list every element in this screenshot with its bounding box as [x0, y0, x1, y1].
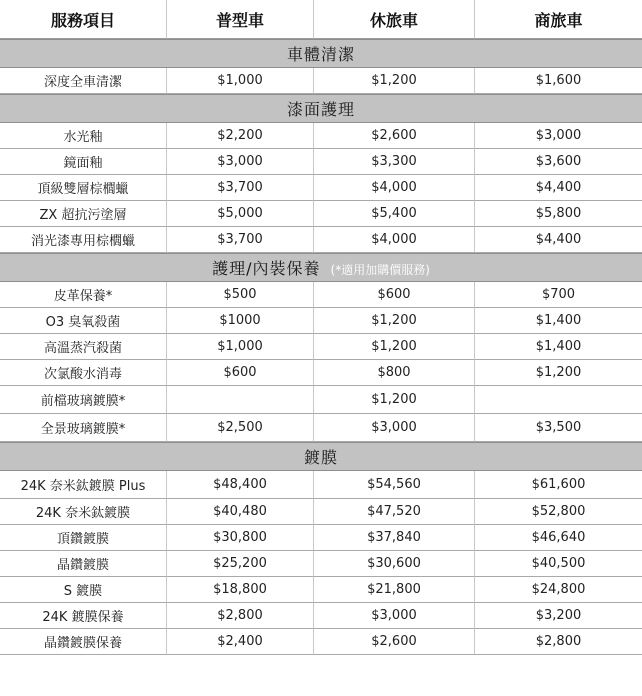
- table-row: [0, 360, 642, 386]
- service-name-cell: 晶鑽鍍膜: [0, 551, 167, 577]
- price-standard-cell: $2,200: [167, 123, 314, 149]
- service-name-cell: 頂級雙層棕櫚蠟: [0, 175, 167, 201]
- price-standard-cell: $3,000: [167, 149, 314, 175]
- price-suv-cell: $2,600: [314, 629, 475, 655]
- price-standard-cell: $40,480: [167, 499, 314, 525]
- service-name-cell: 晶鑽鍍膜保養: [0, 629, 167, 655]
- section-title: 護理/內裝保養: [212, 259, 321, 278]
- header-suv: 休旅車: [314, 0, 475, 39]
- price-suv-cell: $1,200: [314, 386, 475, 414]
- price-suv-cell: $30,600: [314, 551, 475, 577]
- price-mpv-cell: $52,800: [475, 499, 642, 525]
- header-service-item: 服務項目: [0, 0, 167, 39]
- table-row: [0, 308, 642, 334]
- table-row: [0, 68, 642, 94]
- price-standard-cell: $1,000: [167, 334, 314, 360]
- section-note: (*適用加購價服務): [330, 263, 430, 277]
- section-title: 漆面護理: [286, 100, 355, 119]
- header-standard-car: 普型車: [167, 0, 314, 39]
- section-title-cell: [0, 94, 642, 123]
- price-mpv-cell: $46,640: [475, 525, 642, 551]
- table-row: [0, 282, 642, 308]
- table-row: [0, 629, 642, 655]
- price-suv-cell: $21,800: [314, 577, 475, 603]
- price-mpv-cell: $1,400: [475, 334, 642, 360]
- section-row: [0, 253, 642, 282]
- service-name-cell: 次氯酸水消毒: [0, 360, 167, 386]
- price-standard-cell: $48,400: [167, 471, 314, 499]
- header-row: [0, 0, 642, 39]
- price-suv-cell: $3,000: [314, 603, 475, 629]
- table-row: [0, 499, 642, 525]
- table-row: [0, 525, 642, 551]
- price-standard-cell: $1000: [167, 308, 314, 334]
- table-body: [0, 39, 642, 655]
- price-mpv-cell: $61,600: [475, 471, 642, 499]
- service-name-cell: 頂鑽鍍膜: [0, 525, 167, 551]
- price-mpv-cell: $3,500: [475, 414, 642, 442]
- price-mpv-cell: $1,200: [475, 360, 642, 386]
- price-suv-cell: $1,200: [314, 334, 475, 360]
- price-standard-cell: $3,700: [167, 227, 314, 253]
- service-name-cell: 鏡面釉: [0, 149, 167, 175]
- price-mpv-cell: $2,800: [475, 629, 642, 655]
- service-name-cell: 深度全車清潔: [0, 68, 167, 94]
- service-name-cell: 24K 奈米鈦鍍膜 Plus: [0, 471, 167, 499]
- service-name-cell: 24K 奈米鈦鍍膜: [0, 499, 167, 525]
- price-suv-cell: $600: [314, 282, 475, 308]
- price-suv-cell: $1,200: [314, 308, 475, 334]
- price-standard-cell: $600: [167, 360, 314, 386]
- service-name-cell: 前檔玻璃鍍膜*: [0, 386, 167, 414]
- price-suv-cell: $3,000: [314, 414, 475, 442]
- price-mpv-cell: $24,800: [475, 577, 642, 603]
- price-standard-cell: $18,800: [167, 577, 314, 603]
- table-row: [0, 175, 642, 201]
- service-name-cell: 24K 鍍膜保養: [0, 603, 167, 629]
- table-row: [0, 551, 642, 577]
- price-mpv-cell: $4,400: [475, 227, 642, 253]
- table-row: [0, 577, 642, 603]
- price-suv-cell: $47,520: [314, 499, 475, 525]
- price-standard-cell: $3,700: [167, 175, 314, 201]
- table-row: [0, 471, 642, 499]
- service-name-cell: 皮革保養*: [0, 282, 167, 308]
- table-row: [0, 149, 642, 175]
- price-standard-cell: $2,500: [167, 414, 314, 442]
- section-title-cell: [0, 442, 642, 471]
- price-mpv-cell: $5,800: [475, 201, 642, 227]
- price-suv-cell: $5,400: [314, 201, 475, 227]
- table-row: [0, 227, 642, 253]
- table-row: [0, 334, 642, 360]
- price-suv-cell: $4,000: [314, 227, 475, 253]
- service-name-cell: 消光漆專用棕櫚蠟: [0, 227, 167, 253]
- section-title-cell: [0, 253, 642, 282]
- price-mpv-cell: $3,600: [475, 149, 642, 175]
- price-standard-cell: $2,400: [167, 629, 314, 655]
- service-name-cell: O3 臭氧殺菌: [0, 308, 167, 334]
- service-name-cell: 高溫蒸汽殺菌: [0, 334, 167, 360]
- price-mpv-cell: $1,600: [475, 68, 642, 94]
- price-suv-cell: $2,600: [314, 123, 475, 149]
- price-standard-cell: $1,000: [167, 68, 314, 94]
- price-mpv-cell: $700: [475, 282, 642, 308]
- header-mpv: 商旅車: [475, 0, 642, 39]
- table-header: [0, 0, 642, 39]
- price-suv-cell: $54,560: [314, 471, 475, 499]
- price-standard-cell: $2,800: [167, 603, 314, 629]
- price-mpv-cell: $4,400: [475, 175, 642, 201]
- price-suv-cell: $1,200: [314, 68, 475, 94]
- table-row: [0, 386, 642, 414]
- table-row: [0, 201, 642, 227]
- section-title: 鍍膜: [303, 448, 338, 467]
- table-row: [0, 414, 642, 442]
- price-standard-cell: $30,800: [167, 525, 314, 551]
- price-suv-cell: $4,000: [314, 175, 475, 201]
- price-standard-cell: $500: [167, 282, 314, 308]
- section-row: [0, 39, 642, 68]
- table-row: [0, 603, 642, 629]
- service-name-cell: 全景玻璃鍍膜*: [0, 414, 167, 442]
- price-suv-cell: $800: [314, 360, 475, 386]
- price-mpv-cell: $3,200: [475, 603, 642, 629]
- service-name-cell: 水光釉: [0, 123, 167, 149]
- price-standard-cell: $25,200: [167, 551, 314, 577]
- price-suv-cell: $3,300: [314, 149, 475, 175]
- price-mpv-cell: $40,500: [475, 551, 642, 577]
- table-row: [0, 123, 642, 149]
- section-row: [0, 442, 642, 471]
- price-standard-cell: $5,000: [167, 201, 314, 227]
- section-title-cell: [0, 39, 642, 68]
- section-row: [0, 94, 642, 123]
- service-name-cell: S 鍍膜: [0, 577, 167, 603]
- price-standard-cell: [167, 386, 314, 414]
- service-name-cell: ZX 超抗污塗層: [0, 201, 167, 227]
- section-title: 車體清潔: [286, 45, 355, 64]
- price-suv-cell: $37,840: [314, 525, 475, 551]
- price-mpv-cell: $1,400: [475, 308, 642, 334]
- price-mpv-cell: [475, 386, 642, 414]
- price-mpv-cell: $3,000: [475, 123, 642, 149]
